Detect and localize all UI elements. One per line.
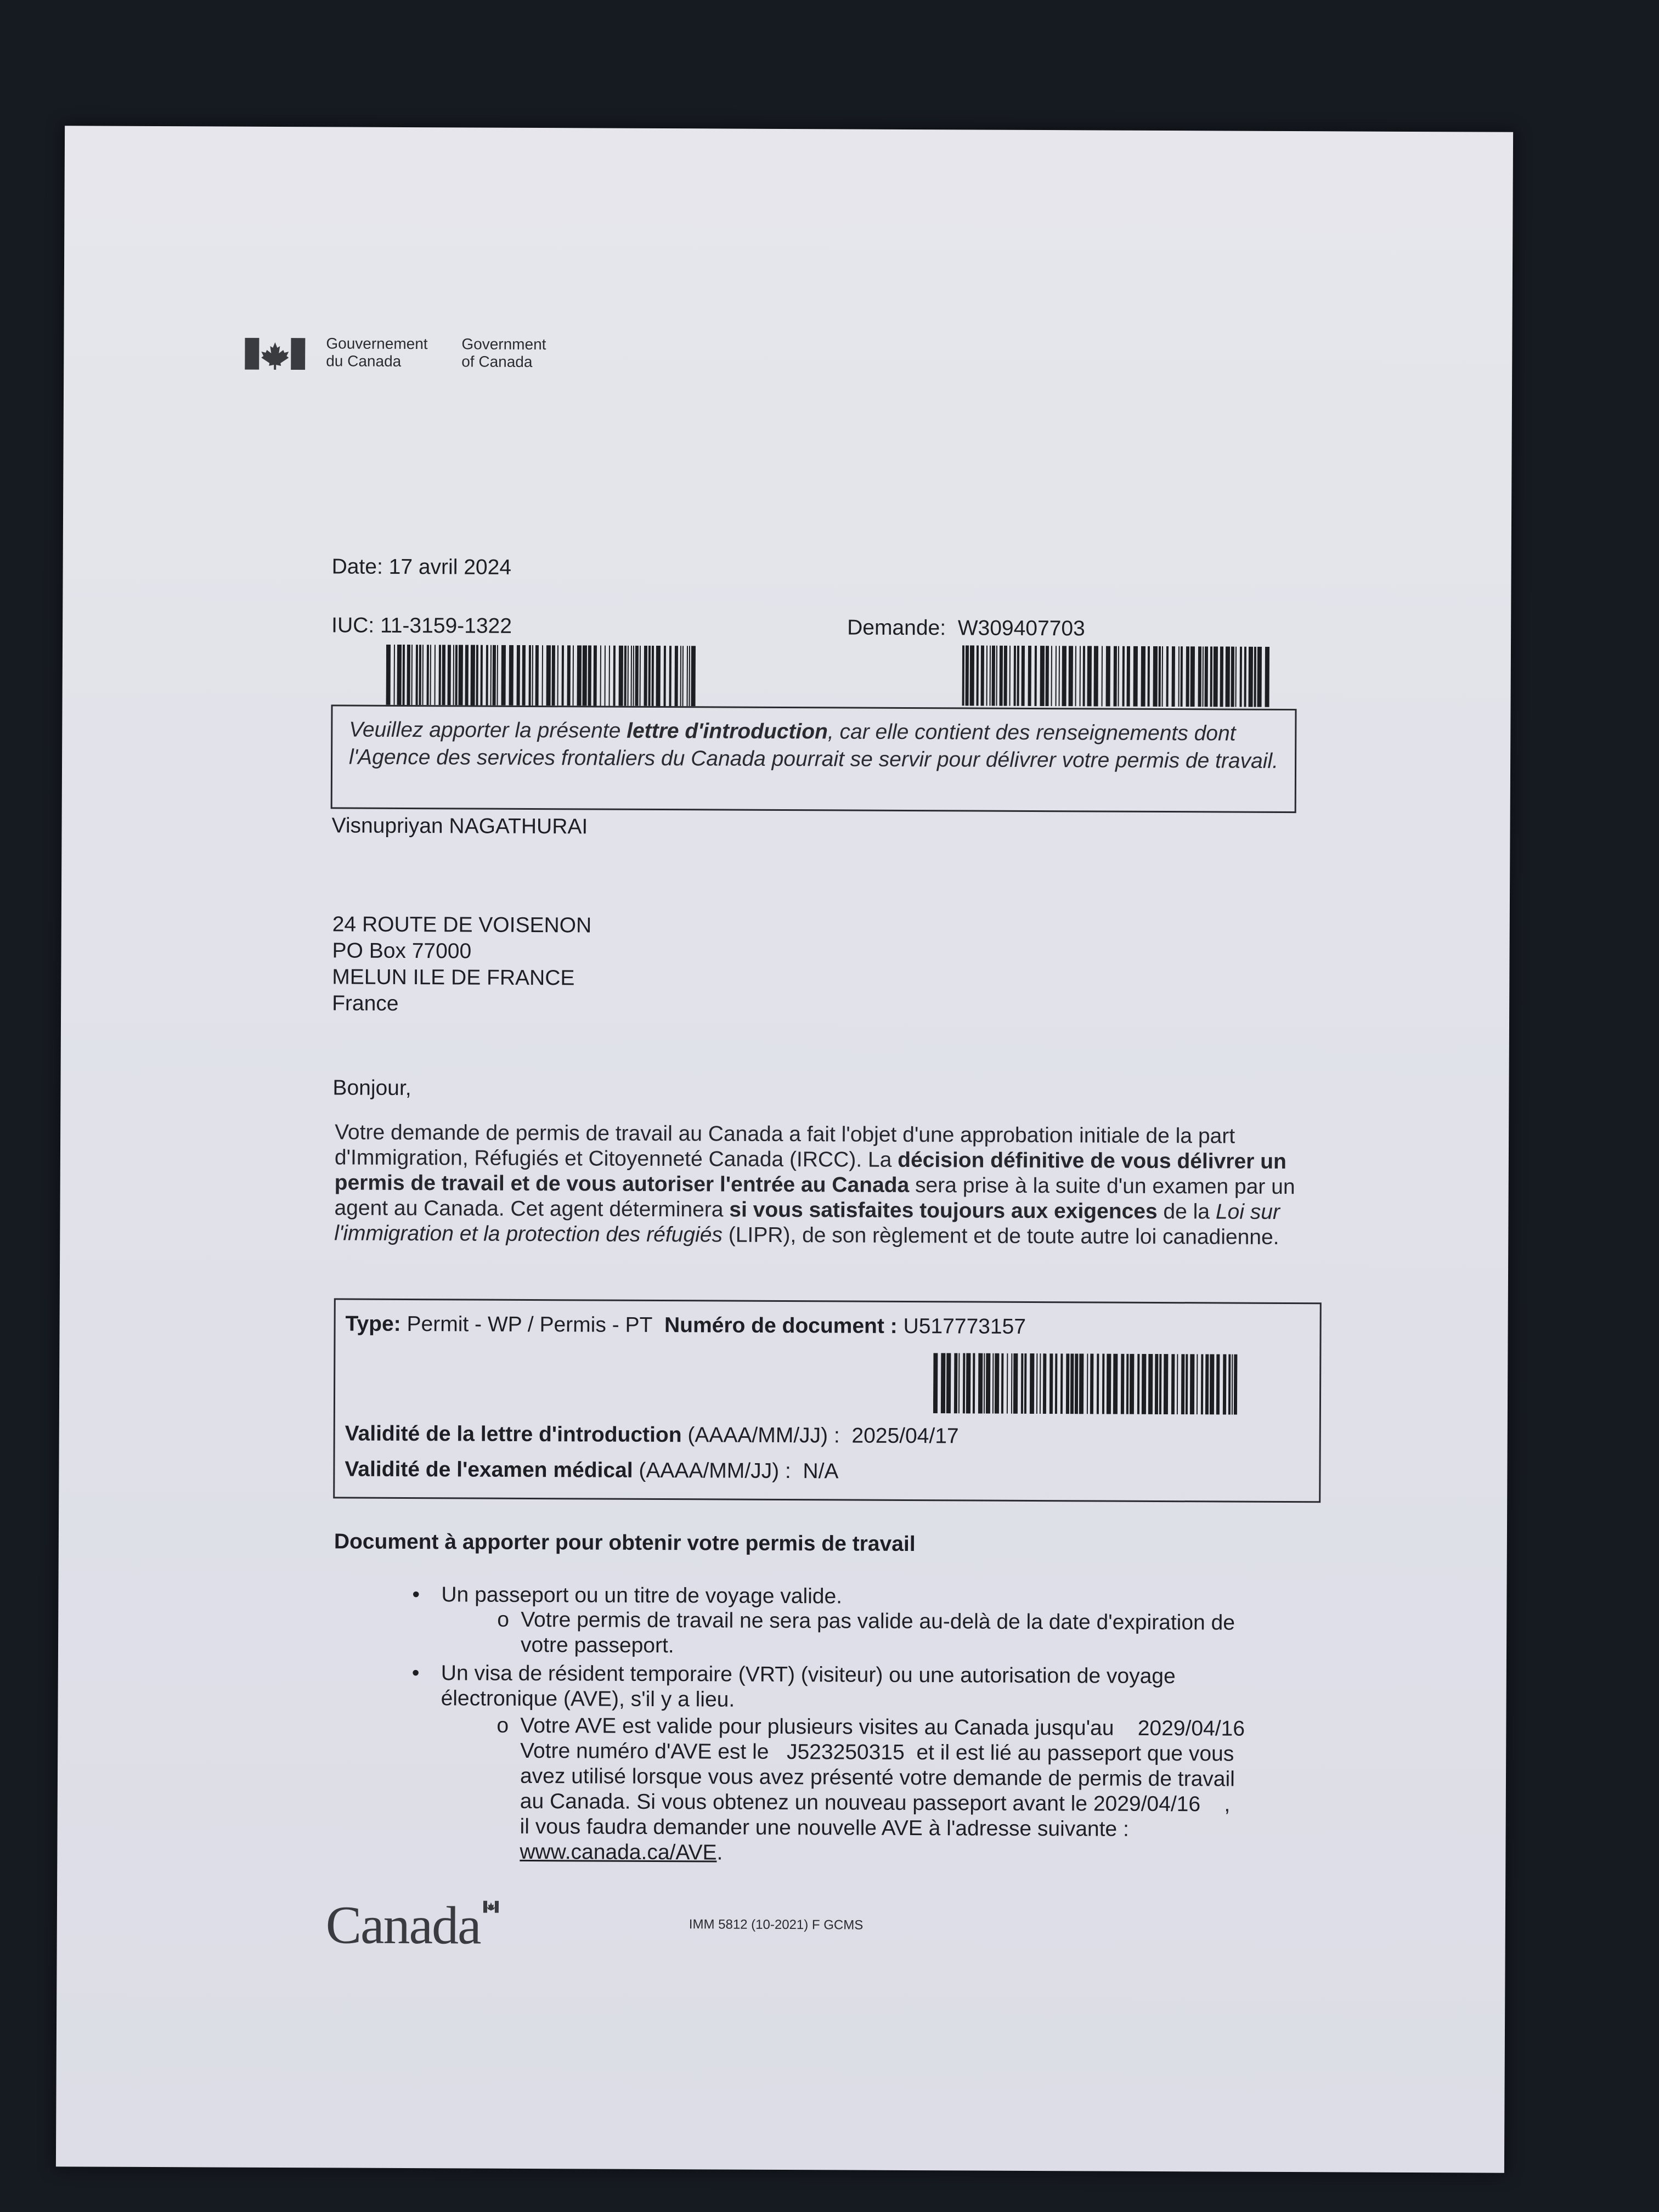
barcode-bar — [648, 646, 651, 706]
barcode-bar — [958, 1353, 960, 1413]
medical-value: N/A — [803, 1459, 839, 1483]
bullet-dot-1: • — [412, 1583, 420, 1607]
barcode-bar — [509, 645, 514, 706]
barcode-bar — [583, 645, 587, 706]
barcode-bar — [1201, 1354, 1203, 1414]
barcode-bar — [493, 645, 496, 706]
barcode-bar — [455, 645, 458, 705]
body-text-1: Votre demande de permis de travail au Canada a fait l'objet d'une approbation initiale de la part d'Immigration, Réfugiés et Citoyenneté Canada (IRCC). La — [334, 1120, 1235, 1172]
barcode-bar — [573, 645, 574, 706]
barcode-bar — [1049, 1353, 1053, 1414]
barcode-bar — [1001, 1353, 1003, 1414]
canada-flag-icon — [245, 338, 305, 370]
ave-line-1 — [520, 1713, 1245, 1742]
document-item-2-line-1: Un visa de résident temporaire (VRT) (visiteur) ou une autorisation de voyage — [441, 1661, 1176, 1689]
validity-value: 2025/04/17 — [851, 1424, 959, 1448]
barcode-bar — [973, 1353, 975, 1414]
barcode-bar — [963, 1353, 965, 1413]
canada-wordmark — [326, 1894, 481, 1956]
barcode-bar — [664, 646, 666, 706]
barcode-bar — [1130, 1354, 1134, 1414]
barcode-bar — [1017, 646, 1019, 706]
barcode-bar — [546, 645, 551, 706]
medical-label: Validité de l'examen médical — [345, 1457, 633, 1482]
barcode-bar — [1210, 1354, 1214, 1414]
barcode-bar — [1094, 646, 1098, 706]
ave-validity-text: Votre AVE est valide pour plusieurs visites au Canada jusqu'au — [520, 1713, 1114, 1740]
type-line — [345, 1311, 1026, 1340]
gov-name-fr: Gouvernement du Canada — [326, 335, 428, 370]
barcode-bar — [996, 646, 997, 706]
barcode-bar — [1265, 647, 1269, 707]
document-item-1-sub-line-2: votre passeport. — [520, 1633, 674, 1658]
ave-passport-date: 2029/04/16 — [1093, 1792, 1201, 1816]
barcode-bar — [669, 646, 672, 706]
barcode-bar — [966, 1353, 970, 1413]
barcode-bar — [1181, 646, 1183, 707]
body-italic-1: Loi sur l'immigration et la protection des réfugiés — [334, 1200, 1280, 1247]
barcode-bar — [1159, 646, 1161, 707]
barcode-bar — [970, 645, 974, 706]
barcode-bar — [1234, 1355, 1237, 1415]
barcode-bar — [529, 645, 531, 706]
medical-line — [345, 1457, 838, 1485]
barcode-bar — [1198, 646, 1201, 707]
body-bold-1: décision définitive de vous délivrer un permis de travail et de vous autoriser l'entrée au Canada — [334, 1148, 1286, 1197]
barcode-bar — [419, 645, 421, 705]
barcode-bar — [1214, 646, 1218, 707]
barcode-bar — [459, 645, 463, 705]
body-text-4: (LIPR), de son règlement et de toute autre loi canadienne. — [722, 1223, 1279, 1249]
body-bold-2: si vous satisfaites toujours aux exigences — [729, 1198, 1158, 1223]
barcode-bar — [532, 645, 533, 706]
barcode-bar — [1244, 647, 1246, 707]
barcode-bar — [1226, 646, 1230, 707]
barcode-bar — [624, 646, 627, 706]
barcode-bar — [1228, 1355, 1231, 1415]
barcode-bar — [1087, 646, 1092, 706]
barcode-bar — [933, 1353, 938, 1413]
barcode-bar — [1007, 1353, 1008, 1414]
barcode-bar — [1040, 1353, 1041, 1414]
ave-number: J523250315 — [786, 1740, 905, 1764]
barcode-bar — [1097, 1353, 1099, 1414]
barcode-bar — [1231, 647, 1234, 707]
notice-text-1: Veuillez apporter la présente — [349, 718, 627, 743]
barcode-bar — [1051, 646, 1052, 706]
barcode-bar — [1178, 646, 1180, 707]
barcode-bar — [977, 646, 979, 706]
barcode-bar — [1030, 1353, 1034, 1414]
gov-name-en: Government of Canada — [461, 335, 546, 370]
barcode-bar — [1014, 646, 1016, 706]
barcode-bar — [1162, 646, 1163, 707]
body-text-2: sera prise à la suite d'un examen par un agent au Canada. Cet agent déterminera — [334, 1173, 1295, 1222]
barcode-bar — [562, 645, 564, 706]
barcode-bar — [476, 645, 478, 706]
barcode-bar — [557, 645, 558, 706]
barcode-bar — [427, 645, 429, 705]
barcode-bar — [1106, 646, 1110, 707]
barcode-bar — [656, 646, 661, 706]
sub-bullet-1: o — [497, 1607, 510, 1632]
barcode-bar — [1079, 1353, 1084, 1414]
barcode-bar — [1028, 646, 1031, 706]
demande-value: W309407703 — [957, 616, 1085, 641]
ave-link[interactable]: www.canada.ca/AVE — [520, 1839, 717, 1865]
barcode-bar — [962, 645, 964, 706]
barcode-bar — [522, 645, 526, 706]
document-item-2-line-2: électronique (AVE), s'il y a lieu. — [441, 1686, 735, 1712]
barcode-bar — [430, 645, 431, 705]
barcode-bar — [497, 645, 498, 706]
barcode-bar — [577, 645, 582, 706]
barcode-bar — [1249, 647, 1253, 707]
barcode-bar — [600, 646, 601, 706]
barcode-bar — [644, 646, 647, 706]
barcode-bar — [588, 645, 591, 706]
barcode-bar — [1121, 1354, 1124, 1414]
wordmark-flag-icon — [483, 1901, 499, 1913]
address-line-2: PO Box 77000 — [332, 939, 472, 963]
ave-period: . — [716, 1841, 723, 1865]
barcode-bar — [1164, 1354, 1168, 1414]
barcode-bar — [411, 645, 413, 705]
ave-line-2 — [520, 1739, 1234, 1767]
address-line-3: MELUN ILE DE FRANCE — [332, 965, 575, 990]
barcode-bar — [1181, 1354, 1184, 1414]
barcode-bar — [1223, 1354, 1226, 1414]
document-item-1-sub-line-1: Votre permis de travail ne sera pas valide au-delà de la date d'expiration de — [521, 1607, 1235, 1635]
barcode-bar — [1011, 1353, 1012, 1414]
validity-format: (AAAA/MM/JJ) : — [687, 1423, 840, 1448]
barcode-bar — [1148, 1354, 1153, 1414]
barcode-bar — [941, 1353, 945, 1413]
address-line-4: France — [332, 991, 399, 1015]
barcode-bar — [675, 646, 678, 706]
barcode-bar — [946, 1353, 951, 1413]
medical-format: (AAAA/MM/JJ) : — [639, 1458, 791, 1483]
ave-line-6 — [520, 1839, 723, 1866]
barcode-bar — [403, 645, 405, 705]
barcode-bar — [1172, 646, 1175, 707]
document-number-value: U517773157 — [903, 1314, 1026, 1339]
barcode-bar — [605, 646, 606, 706]
document-number-label: Numéro de document : — [664, 1313, 898, 1338]
barcode-bar — [1141, 646, 1146, 707]
address-line-1: 24 ROUTE DE VOISENON — [332, 912, 592, 938]
greeting: Bonjour, — [332, 1076, 411, 1101]
barcode-bar — [1024, 1353, 1026, 1414]
barcode-bar — [1171, 1354, 1175, 1414]
barcode-bar — [613, 646, 616, 706]
barcode-bar — [1133, 646, 1138, 707]
barcode-bar — [1190, 646, 1195, 707]
barcode-bar — [1153, 646, 1158, 707]
barcode-bar — [394, 645, 395, 705]
barcode-bar — [1216, 1354, 1220, 1414]
barcode-bar — [397, 645, 402, 705]
barcode-bar — [407, 645, 410, 705]
barcode-bar — [631, 646, 632, 706]
form-code: IMM 5812 (10-2021) F GCMS — [689, 1917, 864, 1933]
barcode-bar — [1257, 647, 1262, 707]
barcode-bar — [1060, 1353, 1063, 1414]
date-label: Date: — [331, 555, 383, 579]
barcode-bar — [1036, 1353, 1037, 1414]
barcode-bar — [1122, 646, 1125, 707]
barcode-bar — [1102, 1354, 1104, 1414]
notice-text-2: , car elle contient des renseignements dont l'Agence des services frontaliers du Canada pourrait se servir pour délivrer votre permis de travail. — [349, 720, 1279, 773]
barcode-bar — [448, 645, 451, 705]
barcode-bar — [1113, 1354, 1118, 1414]
barcode-bar — [1055, 1353, 1057, 1414]
barcode-bar — [986, 1353, 990, 1414]
barcode-bar — [1118, 646, 1119, 707]
barcode-bar — [992, 646, 995, 706]
barcode-bar — [981, 646, 984, 706]
barcode-bar — [552, 645, 555, 706]
recipient-name: Visnupriyan NAGATHURAI — [331, 814, 588, 839]
barcode-bar — [1155, 1354, 1158, 1414]
ave-passport-text: au Canada. Si vous obtenez un nouveau passeport avant le — [520, 1789, 1088, 1816]
barcode-bar — [1137, 1354, 1139, 1414]
barcode-bar — [1080, 646, 1081, 706]
barcode-bar — [1062, 646, 1066, 706]
barcode-bar — [1070, 1353, 1074, 1414]
barcode-bar — [1205, 1354, 1209, 1414]
details-box — [333, 1298, 1322, 1503]
barcode-bar — [1087, 1353, 1088, 1414]
barcode-bar — [486, 645, 488, 706]
canada-wordmark-text: Canada — [325, 1895, 481, 1956]
barcode-bar — [1069, 646, 1073, 706]
barcode-bar — [1022, 646, 1025, 706]
demande-barcode — [962, 645, 1272, 707]
barcode-bar — [990, 646, 991, 706]
barcode-bar — [628, 646, 629, 706]
barcode-bar — [1021, 1353, 1023, 1414]
barcode-bar — [1203, 646, 1204, 707]
barcode-bar — [471, 645, 475, 705]
document-barcode — [933, 1353, 1243, 1414]
barcode-bar — [1186, 646, 1189, 707]
barcode-bar — [1075, 646, 1076, 706]
barcode-bar — [465, 645, 469, 705]
barcode-bar — [1066, 1353, 1069, 1414]
barcode-bar — [1009, 646, 1011, 706]
barcode-bar — [1046, 646, 1049, 706]
barcode-bar — [1220, 646, 1223, 707]
barcode-bar — [986, 646, 988, 706]
barcode-bar — [609, 646, 610, 706]
barcode-bar — [1197, 1354, 1198, 1414]
barcode-bar — [619, 646, 623, 706]
notice-box — [331, 704, 1297, 813]
validity-line — [345, 1421, 959, 1450]
barcode-bar — [386, 645, 391, 705]
barcode-bar — [535, 645, 539, 706]
demande-label: Demande: — [847, 616, 946, 640]
barcode-bar — [954, 1353, 957, 1413]
barcode-bar — [1235, 647, 1237, 707]
barcode-bar — [1083, 646, 1085, 706]
barcode-bar — [517, 645, 520, 706]
iuc-value: 11-3159-1322 — [380, 613, 512, 638]
body-paragraph — [334, 1120, 1333, 1250]
barcode-bar — [1043, 1353, 1046, 1414]
barcode-bar — [1127, 646, 1130, 707]
barcode-bar — [481, 645, 483, 706]
barcode-bar — [1190, 1354, 1194, 1414]
barcode-bar — [984, 1353, 985, 1414]
barcode-bar — [687, 646, 688, 706]
barcode-bar — [633, 646, 634, 706]
barcode-bar — [978, 1353, 983, 1414]
iuc-barcode — [386, 645, 699, 706]
barcode-bar — [1004, 646, 1007, 706]
barcode-bar — [1254, 647, 1256, 707]
barcode-bar — [1232, 1355, 1233, 1415]
type-value: Permit - WP / Permis - PT — [407, 1312, 653, 1337]
barcode-bar — [1107, 1354, 1111, 1414]
barcode-bar — [594, 645, 597, 706]
barcode-bar — [490, 645, 492, 706]
barcode-bar — [1210, 646, 1212, 707]
iuc-line — [331, 612, 512, 639]
recipient-address — [332, 911, 591, 1018]
document-item-1: Un passeport ou un titre de voyage valide. — [441, 1583, 843, 1609]
barcode-bar — [1000, 646, 1003, 706]
ave-number-text: et il est lié au passeport que vous — [916, 1741, 1234, 1766]
ave-expiry-date: 2029/04/16 — [1137, 1716, 1245, 1741]
barcode-bar — [1142, 1354, 1146, 1414]
barcode-bar — [1059, 646, 1060, 706]
barcode-bar — [652, 646, 654, 706]
barcode-bar — [689, 646, 690, 706]
barcode-bar — [1040, 646, 1045, 706]
ave-line-5: il vous faudra demander une nouvelle AVE à l'adresse suivante : — [520, 1814, 1129, 1841]
barcode-bar — [416, 645, 418, 705]
ave-comma: , — [1224, 1792, 1231, 1816]
type-label: Type: — [345, 1312, 401, 1336]
barcode-bar — [1205, 646, 1208, 707]
barcode-bar — [1240, 647, 1242, 707]
documents-heading: Document à apporter pour obtenir votre permis de travail — [334, 1530, 916, 1556]
barcode-bar — [1035, 646, 1037, 706]
bullet-dot-2: • — [411, 1661, 420, 1685]
barcode-bar — [1177, 1354, 1178, 1414]
barcode-bar — [439, 645, 441, 705]
date-value: 17 avril 2024 — [388, 555, 512, 579]
ave-line-3: avez utilisé lorsque vous avez présenté votre demande de permis de travail — [520, 1764, 1235, 1791]
barcode-bar — [1114, 646, 1117, 707]
barcode-bar — [1159, 1354, 1161, 1414]
barcode-bar — [635, 646, 639, 706]
barcode-bar — [442, 645, 445, 705]
barcode-bar — [542, 645, 543, 706]
barcode-bar — [1102, 646, 1103, 707]
iuc-label: IUC: — [331, 613, 375, 637]
barcode-bar — [640, 646, 641, 706]
barcode-bar — [1075, 1353, 1078, 1414]
barcode-bar — [1166, 646, 1169, 707]
barcode-bar — [682, 646, 684, 706]
barcode-bar — [501, 645, 506, 706]
sub-bullet-2: o — [496, 1713, 509, 1737]
barcode-bar — [1126, 1354, 1128, 1414]
letter-page — [56, 126, 1513, 2172]
barcode-bar — [1013, 1353, 1018, 1414]
validity-label: Validité de la lettre d'introduction — [345, 1421, 682, 1447]
barcode-bar — [453, 645, 454, 705]
ave-line-4 — [520, 1789, 1231, 1818]
barcode-bar — [1056, 646, 1057, 706]
ave-number-label: Votre numéro d'AVE est le — [520, 1739, 769, 1764]
barcode-bar — [995, 1353, 999, 1414]
barcode-bar — [1186, 1354, 1188, 1414]
barcode-bar — [567, 645, 571, 706]
barcode-bar — [992, 1353, 994, 1414]
barcode-bar — [691, 646, 696, 706]
notice-bold: lettre d'introduction — [627, 719, 828, 744]
body-text-3: de la — [1157, 1199, 1216, 1224]
barcode-bar — [1090, 1353, 1093, 1414]
barcode-bar — [966, 645, 969, 706]
barcode-bar — [422, 645, 424, 705]
barcode-bar — [680, 646, 681, 706]
barcode-bar — [435, 645, 436, 705]
demande-line — [847, 614, 1085, 642]
date-line — [332, 554, 512, 580]
barcode-bar — [1148, 646, 1150, 707]
